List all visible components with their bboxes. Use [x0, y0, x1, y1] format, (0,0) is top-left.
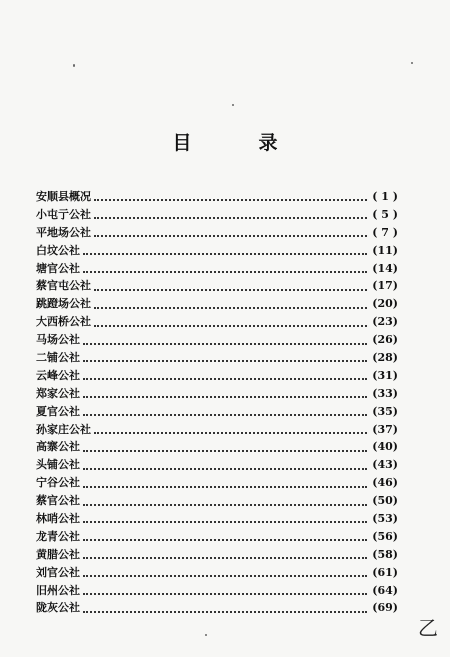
- toc-entry-page: (26): [372, 333, 398, 347]
- toc-entry-page: (37): [372, 422, 398, 436]
- toc-entry-label: 跳蹬场公社: [36, 297, 91, 311]
- toc-entry-page: (31): [372, 368, 398, 382]
- ink-speck: [411, 62, 413, 64]
- dot-leader: [83, 538, 367, 541]
- toc-entry: [36, 564, 398, 582]
- toc-entry-label: 蔡官屯公社: [36, 279, 91, 293]
- toc-entry-page: ( 7 ): [372, 225, 398, 239]
- ink-speck: [73, 64, 75, 67]
- dot-leader: [94, 306, 367, 309]
- toc-entry-label: 马场公社: [36, 333, 80, 347]
- toc-entry: [36, 224, 398, 242]
- toc-entry: [36, 421, 398, 439]
- toc-entry-label: 白坟公社: [36, 243, 80, 257]
- toc-entry-label: 刘官公社: [36, 565, 80, 579]
- dot-leader: [94, 288, 367, 291]
- page-title: 目 录: [172, 132, 302, 154]
- toc-entry: [36, 313, 398, 331]
- toc-entry-page: (53): [372, 511, 398, 525]
- dot-leader: [83, 413, 367, 416]
- toc-entry: [36, 582, 398, 600]
- toc-entry-label: 龙青公社: [36, 529, 80, 543]
- dot-leader: [83, 592, 367, 595]
- toc-entry: [36, 438, 398, 456]
- toc-entry: [36, 456, 398, 474]
- toc-entry-page: (46): [372, 476, 398, 490]
- toc-entry: [36, 474, 398, 492]
- toc-entry-label: 林哨公社: [36, 511, 80, 525]
- dot-leader: [83, 503, 367, 506]
- toc-entry: [36, 367, 398, 385]
- toc-entry-label: 安顺县概况: [36, 189, 91, 203]
- toc-entry-page: (33): [372, 386, 398, 400]
- toc-entry: [36, 385, 398, 403]
- toc-entry: [36, 546, 398, 564]
- toc-entry-page: (40): [372, 440, 398, 454]
- dot-leader: [83, 377, 367, 380]
- toc-entry: [36, 188, 398, 206]
- toc-entry-page: (17): [372, 279, 398, 293]
- toc-entry: [36, 331, 398, 349]
- toc-entry-page: (35): [372, 404, 398, 418]
- toc-entry-page: ( 1 ): [372, 189, 398, 203]
- ink-speck: [205, 634, 207, 636]
- toc-entry: [36, 599, 398, 617]
- toc-entry-label: 头铺公社: [36, 458, 80, 472]
- toc-entry-label: 云峰公社: [36, 368, 80, 382]
- dot-leader: [83, 556, 367, 559]
- toc-entry-page: (61): [372, 565, 398, 579]
- toc-entry-label: 孙家庄公社: [36, 422, 91, 436]
- toc-entry-label: 蔡官公社: [36, 494, 80, 508]
- toc-entry-page: (23): [372, 315, 398, 329]
- dot-leader: [83, 467, 367, 470]
- dot-leader: [83, 270, 367, 273]
- ink-speck: [232, 104, 234, 106]
- toc-entry: [36, 492, 398, 510]
- toc-entry-page: (50): [372, 494, 398, 508]
- toc-entry-page: (58): [372, 547, 398, 561]
- toc-entry-label: 夏官公社: [36, 404, 80, 418]
- toc-entry-label: 塘官公社: [36, 261, 80, 275]
- toc-entry: [36, 349, 398, 367]
- dot-leader: [94, 216, 367, 219]
- toc-entry-page: (64): [372, 583, 398, 597]
- dot-leader: [83, 252, 367, 255]
- toc-entry-label: 黄腊公社: [36, 547, 80, 561]
- table-of-contents: [36, 188, 398, 617]
- toc-entry-page: (20): [372, 297, 398, 311]
- toc-entry-page: (69): [372, 601, 398, 615]
- toc-entry: [36, 295, 398, 313]
- toc-entry: [36, 528, 398, 546]
- toc-entry: [36, 260, 398, 278]
- toc-entry-page: ( 5 ): [372, 207, 398, 221]
- toc-entry-label: 平地场公社: [36, 225, 91, 239]
- toc-entry-label: 高寨公社: [36, 440, 80, 454]
- toc-entry-label: 郑家公社: [36, 386, 80, 400]
- dot-leader: [94, 198, 367, 201]
- dot-leader: [83, 574, 367, 577]
- toc-entry: [36, 403, 398, 421]
- toc-entry: [36, 277, 398, 295]
- toc-entry: [36, 206, 398, 224]
- dot-leader: [83, 342, 367, 345]
- dot-leader: [94, 431, 367, 434]
- dot-leader: [83, 520, 367, 523]
- toc-entry-page: (43): [372, 458, 398, 472]
- dot-leader: [83, 610, 367, 613]
- toc-entry-page: (14): [372, 261, 398, 275]
- toc-entry: [36, 510, 398, 528]
- toc-entry-label: 大西桥公社: [36, 315, 91, 329]
- toc-entry-label: 陇灰公社: [36, 601, 80, 615]
- handwritten-mark: 乙: [418, 616, 438, 640]
- dot-leader: [83, 359, 367, 362]
- dot-leader: [94, 324, 367, 327]
- dot-leader: [83, 395, 367, 398]
- dot-leader: [83, 485, 367, 488]
- dot-leader: [83, 449, 367, 452]
- toc-entry-label: 小屯亍公社: [36, 207, 91, 221]
- dot-leader: [94, 234, 367, 237]
- toc-entry-page: (11): [372, 243, 398, 257]
- toc-entry-label: 宁谷公社: [36, 476, 80, 490]
- toc-entry-label: 二铺公社: [36, 350, 80, 364]
- toc-entry-page: (28): [372, 350, 398, 364]
- toc-entry-label: 旧州公社: [36, 583, 80, 597]
- toc-entry-page: (56): [372, 529, 398, 543]
- toc-entry: [36, 242, 398, 260]
